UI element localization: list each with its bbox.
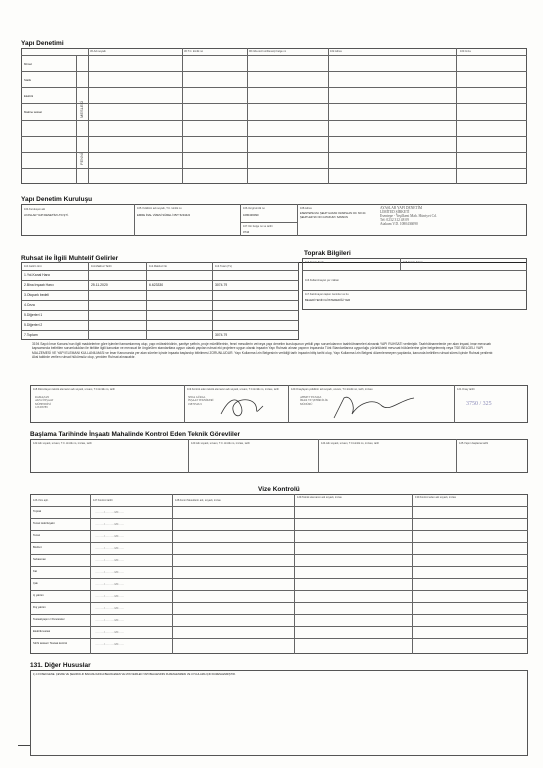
kurulus-yetkili-label: 105.Yetkilinin adı soyadı, T.C. kimlik no	[137, 207, 182, 210]
vize-row-label: Sıhhi tesisat / Tesisat kontrol	[33, 642, 68, 645]
denetim-header-cell: 30.T.C. kimlik no	[184, 50, 204, 53]
stamp-line: AHMET YILMAZ	[300, 396, 322, 399]
denetim-table	[21, 48, 527, 184]
rule	[21, 103, 527, 104]
section-title-kurulus: Yapı Denetim Kuruluşu	[21, 196, 93, 203]
rule	[30, 602, 528, 603]
rule	[21, 136, 527, 137]
kontrol-stamp	[188, 396, 213, 406]
gelirler-header-cell: 110.Gelirin türü	[24, 265, 42, 268]
rule	[454, 385, 455, 423]
vize-date-placeholder: .........../.........../20.......	[95, 618, 125, 622]
stamp-line: Atakum V.D. 1080436090	[380, 222, 418, 226]
rule	[182, 48, 183, 184]
stamp-line: SEDA GÜRAL	[188, 396, 206, 399]
vize-row-label: Kat	[33, 570, 38, 573]
ruhsat-paragraph: 3194 Sayılı İmar Kanunu'nun ilgili maddelerine göre işlenleri tamamlanmış olup, yapı müteahhidinin, şantiye şefinin, proje müelliflerinin, fenni mesullerin ve/veya yapı denetim kuruluşunun yetkili yapı sorumlularının taahhütnameleri alınarak YAPI RUHSATI verilmiştir. Taahhütnamelerde yer alan inşaat, imar mevzuatı kapsamında belirtilen sorumlulukları ile birlikte ilgili kanunlar ve mevzuat ile öngörülen standartlara uygun olarak yapılan ruhsat eki projelere uygun olarak inşaatın Yapı Ruhsatı alınan yapının inşasında Türk Standartlarına uygunluğu yürürlükteki mevzuat hükümlerine göre belgelenmiş veya TSE BELGELİ YAPI MALZEMESİ VE YAPI ELEMANI KULLANILMASI ve İmar Kanununda yer alan süreler içinde inşaata başlanılıp bitirilmesi ZORUNLUDUR. Yapı Kullanma İzin Belgesinin verildiği tarih inşaatın bitiş tarihi olup, Yapı Kullanma İzin Belgesi düzenlenmeyen yapılarda, kanunda belirtilen ruhsat süresi içinde Ruhsat yenilenir. Aksi taktirde verilen ruhsat hükümsüz olup, yeniden Ruhsat alınacaktır.	[32, 342, 494, 359]
kurulus-adres-label: 108.Adres	[300, 207, 312, 210]
rule	[21, 120, 527, 121]
baslama-header-cell: 125.Yapım başlama tarihi	[459, 442, 489, 445]
rule	[328, 48, 329, 184]
rule	[30, 554, 528, 555]
gelir-tur: 1.Yol-Kanal Harcı	[24, 273, 51, 277]
kurulus-table	[21, 204, 527, 236]
gelirler-header-cell: 113.Tutarı (TL)	[215, 265, 233, 268]
vize-row-label: İç yalıtım	[33, 594, 44, 597]
rule	[30, 566, 528, 567]
vize-header-cell: 126.Vize aşlt.	[33, 499, 49, 502]
kurulus-adi: AYASLAR YAPI DENETİM LTD.ŞTİ.	[24, 213, 69, 217]
vize-row-label: Elektrik tesisat	[33, 630, 51, 633]
vize-date-placeholder: .........../.........../20.......	[95, 594, 125, 598]
rule	[88, 48, 89, 184]
vize-date-placeholder: .........../.........../20.......	[95, 630, 125, 634]
section-title-toprak: Toprak Bilgileri	[304, 250, 351, 257]
gelirler-table	[21, 262, 299, 340]
rule	[184, 385, 185, 423]
gelir-tur: 5.Diğerleri 2	[24, 323, 43, 327]
stamp-line: Tel: 0232 312 48 09	[380, 218, 409, 222]
rule	[21, 270, 299, 271]
stamp-line: 123456789	[35, 405, 48, 409]
imza-label-1: 118.Düzenleyen teknik elemanın adı soyadı, unvanı, T.C.kimlik no, tarih	[33, 388, 115, 391]
kurulus-vergi-label: 106.Vergi kimlik no	[243, 207, 265, 210]
kurulus-adres-2: ŞEHİTLER SK NO:4 ATAKUM / SAMSUN	[300, 216, 348, 219]
vize-row-label: Bodrum	[33, 546, 43, 549]
vize-row-label: Dış yalıtım	[33, 606, 46, 609]
rule	[30, 530, 528, 531]
vize-date-placeholder: .........../.........../20.......	[95, 522, 125, 526]
stamp-line: AKSU İNŞAAT	[35, 399, 54, 403]
gelir-tarih: 25.11.2020	[91, 283, 108, 287]
denetim-row-label: Elektrik	[24, 94, 34, 98]
denetim-header-cell: 36.Adı soyadı	[90, 50, 106, 53]
vize-row-label: Temel üstü/Isıyalıt	[33, 522, 55, 525]
toprak-table	[302, 258, 527, 310]
denetim-header-cell: 103.İmza	[460, 50, 471, 53]
stamp-line: LİMİTED ŞİRKETİ	[380, 210, 410, 214]
denetim-header-cell: 102.Adres	[330, 50, 342, 53]
rule	[302, 270, 527, 271]
rule	[456, 48, 457, 184]
rule	[288, 385, 289, 423]
rule	[456, 439, 457, 473]
gelirler-header-cell: 112.Makbuz No	[149, 265, 167, 268]
vize-header-cell: 129.Teknik elemanın adı soyadı, imzası	[297, 496, 343, 499]
rule	[21, 71, 527, 72]
section-title-vize: Vize Kontrolü	[258, 486, 300, 493]
rule	[240, 222, 297, 223]
toprak-sinif-label: 114.Zemin Sınıfı	[305, 261, 324, 264]
kurulus-izin-label: 107.İzin belge no ve tarihi	[243, 225, 273, 228]
rule	[30, 638, 528, 639]
rule	[21, 300, 299, 301]
diger-box	[30, 670, 528, 756]
rule	[188, 439, 189, 473]
vize-date-placeholder: .........../.........../20.......	[95, 546, 125, 550]
vize-row-label: Toprak	[33, 510, 42, 513]
rule	[30, 542, 528, 543]
gelir-tur: 4.Ceza	[24, 303, 35, 307]
kurulus-adres: ESENTEPE MH. ŞEHIT HAKAN ÖZARSLAN CD. NO:44	[300, 212, 366, 215]
section-title-baslama: Başlama Tarihinde İnşaatı Mahalinde Kontrol Eden Teknik Görevliler	[30, 431, 240, 438]
rule	[21, 152, 527, 153]
toprak-kazilacak-label: 117.Kazılmayan taşkın zeminler ve bu	[305, 293, 349, 296]
vize-date-placeholder: .........../.........../20.......	[95, 606, 125, 610]
page-mark	[18, 745, 30, 746]
baslama-header-cell: 124.Adı soyadı, unvanı, T.C.kimlik no, imzası, tarih	[321, 442, 380, 445]
gelir-tutar-toplam: 3074.79	[215, 333, 228, 337]
rule	[88, 262, 89, 340]
company-stamp	[380, 206, 437, 226]
stamp-line: Esentepe - Yeşilkent Mah. Hürriyet Cd.	[380, 214, 437, 218]
denetim-row-label: Mimari	[24, 62, 33, 66]
gelir-tur: 5.Diğerleri 1	[24, 313, 43, 317]
vize-date-placeholder: .........../.........../20.......	[95, 534, 125, 538]
onaylayan-stamp	[300, 396, 328, 406]
rule	[30, 506, 528, 507]
rule	[21, 320, 299, 321]
rule	[21, 87, 527, 88]
rule	[400, 258, 401, 270]
toprak-kazilacak: BELEDİYENİN GÖSTEREDİĞİ YER	[305, 298, 351, 302]
rule	[30, 578, 528, 579]
rule	[297, 204, 298, 236]
rule	[30, 614, 528, 615]
vize-row-label: Subasman	[33, 558, 46, 561]
rule	[21, 310, 299, 311]
vize-row-label: Tesisat/yapım / Pencereler	[33, 618, 65, 621]
vertical-label-fenni: FENNİ	[79, 153, 84, 165]
rule	[134, 204, 135, 236]
rule	[318, 439, 319, 473]
stamp-line: RAMAZAN	[35, 396, 50, 399]
section-title-yapi-denetimi: Yapı Denetimi	[21, 40, 64, 47]
gelir-tutar: 3074.79	[215, 283, 228, 287]
section-title-ruhsat: Ruhsat ile İlgili Muhtelif Gelirler	[21, 255, 119, 262]
vize-header-cell: 130.Kontrol eden adı soyadı, imzası	[415, 496, 457, 499]
baslama-header-cell: 123.Adı soyadı, unvanı, T.C. kimlik no, imzası, tarih	[191, 442, 250, 445]
onay-stamp-number: 3750 / 325	[466, 401, 492, 407]
diger-text: 1) 4 FOSEKILENE. ÇEVRE VE ŞEHİRCİLİK BAKANLIĞINCA BELİRLENEN VE İZİN VERİLEN YAPI BELGESİNİN DÜZENLENMESİ VE UYGULAMA İÇİN DÜZENLENMİŞTİR.	[33, 673, 236, 676]
imza-label-2: 119.Kontrol eden teknik elemanın adı soyadı, unvanı, T.C.kimlik no, imzası, tarih	[187, 388, 279, 391]
section-title-diger: 131. Diğer Hususlar	[30, 662, 91, 669]
vertical-label-mesleki: MESLEKİ	[79, 100, 84, 118]
rule	[247, 48, 248, 184]
rule	[302, 290, 527, 291]
vize-header-cell: 127.Kontrol tarihi	[93, 499, 113, 502]
kurulus-izin: 0744	[243, 230, 250, 234]
rule	[30, 590, 528, 591]
rule	[21, 290, 299, 291]
kurulus-vergi: 1080436090	[243, 213, 259, 217]
kurulus-yetkili: EMRE İNAL VİZESİ SÜRELİ 35/T 5234421	[137, 213, 191, 217]
toprak-kullanim-label: 116.Kullanılmayan yer miktarı	[305, 279, 339, 282]
gelir-tur: 2.Bina İnşaatı Harcı	[24, 283, 54, 287]
stamp-line: İNŞAAT TEKNİKERİ	[188, 399, 214, 403]
rule	[21, 168, 527, 169]
rule	[212, 262, 213, 340]
imza-label-4: 121.Onay tarihi	[457, 388, 475, 391]
denetim-row-label: Statik	[24, 78, 31, 82]
signature-kontrol	[215, 392, 275, 422]
vize-date-placeholder: .........../.........../20.......	[95, 510, 125, 514]
gelir-no: 6.623330	[149, 283, 164, 287]
stamp-line: MÜDÜRÜ	[300, 402, 313, 406]
vize-row-label: Çatı	[33, 582, 38, 585]
denetim-header-cell: 96.Oda sicil no/Denetçi belge no	[249, 50, 287, 53]
baslama-header-cell: 122.Adı soyadı, unvanı, T.C. kimlik no, imzası, tarih	[33, 442, 92, 445]
vize-row-label: Temel	[33, 534, 41, 537]
vize-date-placeholder: .........../.........../20.......	[95, 642, 125, 646]
rule	[30, 518, 528, 519]
gelir-tur: 3.Otopark bedeli	[24, 293, 49, 297]
stamp-line: AYASLAR YAPI DENETİM	[380, 206, 423, 210]
rule	[21, 280, 299, 281]
stamp-line: MÜHENDİSİ	[35, 402, 51, 406]
denetim-row-label: Makine tesisat	[24, 110, 42, 114]
rule	[240, 204, 241, 236]
rule	[30, 626, 528, 627]
gelir-tur: 7.Toplam	[24, 333, 38, 337]
rule	[146, 262, 147, 340]
duzenleyen-stamp	[35, 396, 53, 409]
vize-date-placeholder: .........../.........../20.......	[95, 570, 125, 574]
stamp-line: 1987654321	[188, 402, 202, 406]
vize-date-placeholder: .........../.........../20.......	[95, 558, 125, 562]
kurulus-adi-label: 104.Kuruluşun adı	[24, 208, 46, 211]
signature-onay	[330, 392, 420, 422]
toprak-sinif-val-label: 115.Zemin Arkası	[403, 261, 423, 264]
rule	[21, 330, 299, 331]
stamp-line: İMAR VE ŞEHİRCİLİK	[300, 399, 328, 403]
gelirler-header-cell: 111.Makbuz Tarihi	[91, 265, 112, 268]
vize-header-cell: 128.Fenni Mesullerin adı, soyadı, imzası	[175, 499, 222, 502]
vize-date-placeholder: .........../.........../20.......	[95, 582, 125, 586]
rule	[21, 55, 527, 56]
imza-label-3: 120.Onaylayan yetkilinin adı soyadı, unvanı, T.C.kimlik no, tarih, imzası	[291, 388, 373, 391]
